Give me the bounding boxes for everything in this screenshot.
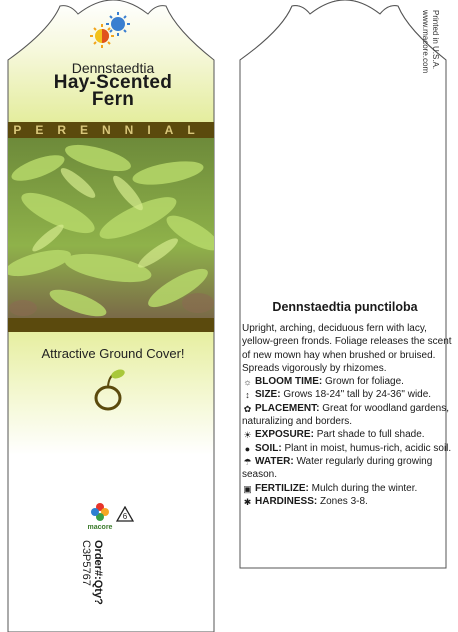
order-info (74, 540, 104, 620)
common-name-line1: Hay-Scented (53, 72, 173, 93)
recycle-code: 6 (122, 512, 128, 521)
category-band (8, 122, 214, 138)
printer-website: www.macore.com (421, 10, 430, 74)
back-tag (232, 0, 458, 632)
care-row-bloom: ☼ BLOOM TIME: Grown for foliage. (243, 376, 404, 388)
care-row-fertilize: ▣ FERTILIZE: Mulch during the winter. (243, 482, 418, 494)
brand-name: macore (88, 524, 113, 531)
tagline: Attractive Ground Cover! (41, 346, 185, 361)
soil-icon: ● (244, 443, 251, 454)
exposure-icon: ☀ (243, 430, 252, 441)
genus-name: Dennstaedtia (71, 60, 155, 76)
size-icon: ↕ (245, 390, 250, 401)
hardiness-icon: ✱ (243, 496, 252, 507)
sun-logo-icon (86, 8, 136, 54)
care-row-water: ☂ WATER: Water regularly during growing season. (242, 455, 433, 481)
common-name-line2: Fern (91, 89, 135, 110)
order-code: C3P5767 (80, 540, 92, 586)
care-row-size: ↕ SIZE: Grows 18-24" tall by 24-36" wide. (242, 388, 452, 401)
plant-description: Upright, arching, deciduous fern with lacy, yellow-green fronds. Foliage releases the scent of new mown hay when brushed or bruised. Spreads vigorously by rhizomes. (242, 323, 452, 374)
placement-icon: ✿ (243, 403, 252, 414)
care-row-exposure: ☀ EXPOSURE: Part shade to full shade. (243, 429, 425, 441)
plant-photo (8, 138, 214, 318)
fertilizer-icon: ▣ (243, 483, 252, 494)
care-row-placement: ✿ PLACEMENT: Great for woodland gardens, naturalizing and borders. (242, 402, 449, 428)
sprout-seed-icon (94, 368, 128, 412)
care-row-hardiness: ✱ HARDINESS: Zones 3-8. (243, 495, 368, 507)
front-tag (0, 0, 226, 632)
photo-bottom-band (8, 318, 214, 332)
printed-location: Printed in U.S.A. (431, 10, 440, 70)
care-info (242, 322, 452, 508)
sun-bloom-icon: ☼ (243, 377, 252, 388)
care-row-soil: ● SOIL: Plant in moist, humus-rich, acidic soil. (242, 442, 452, 455)
botanical-name: Dennstaedtia punctiloba (272, 300, 418, 314)
watering-can-icon: ☂ (243, 456, 252, 467)
qty-label: Qty? (92, 579, 104, 605)
back-tag-outline (232, 0, 458, 632)
common-name (0, 74, 226, 108)
category-label: PERENNIAL (13, 123, 209, 137)
recycle-icon (116, 506, 134, 524)
order-label: Order#: (92, 540, 104, 580)
printer-credit (420, 10, 440, 73)
